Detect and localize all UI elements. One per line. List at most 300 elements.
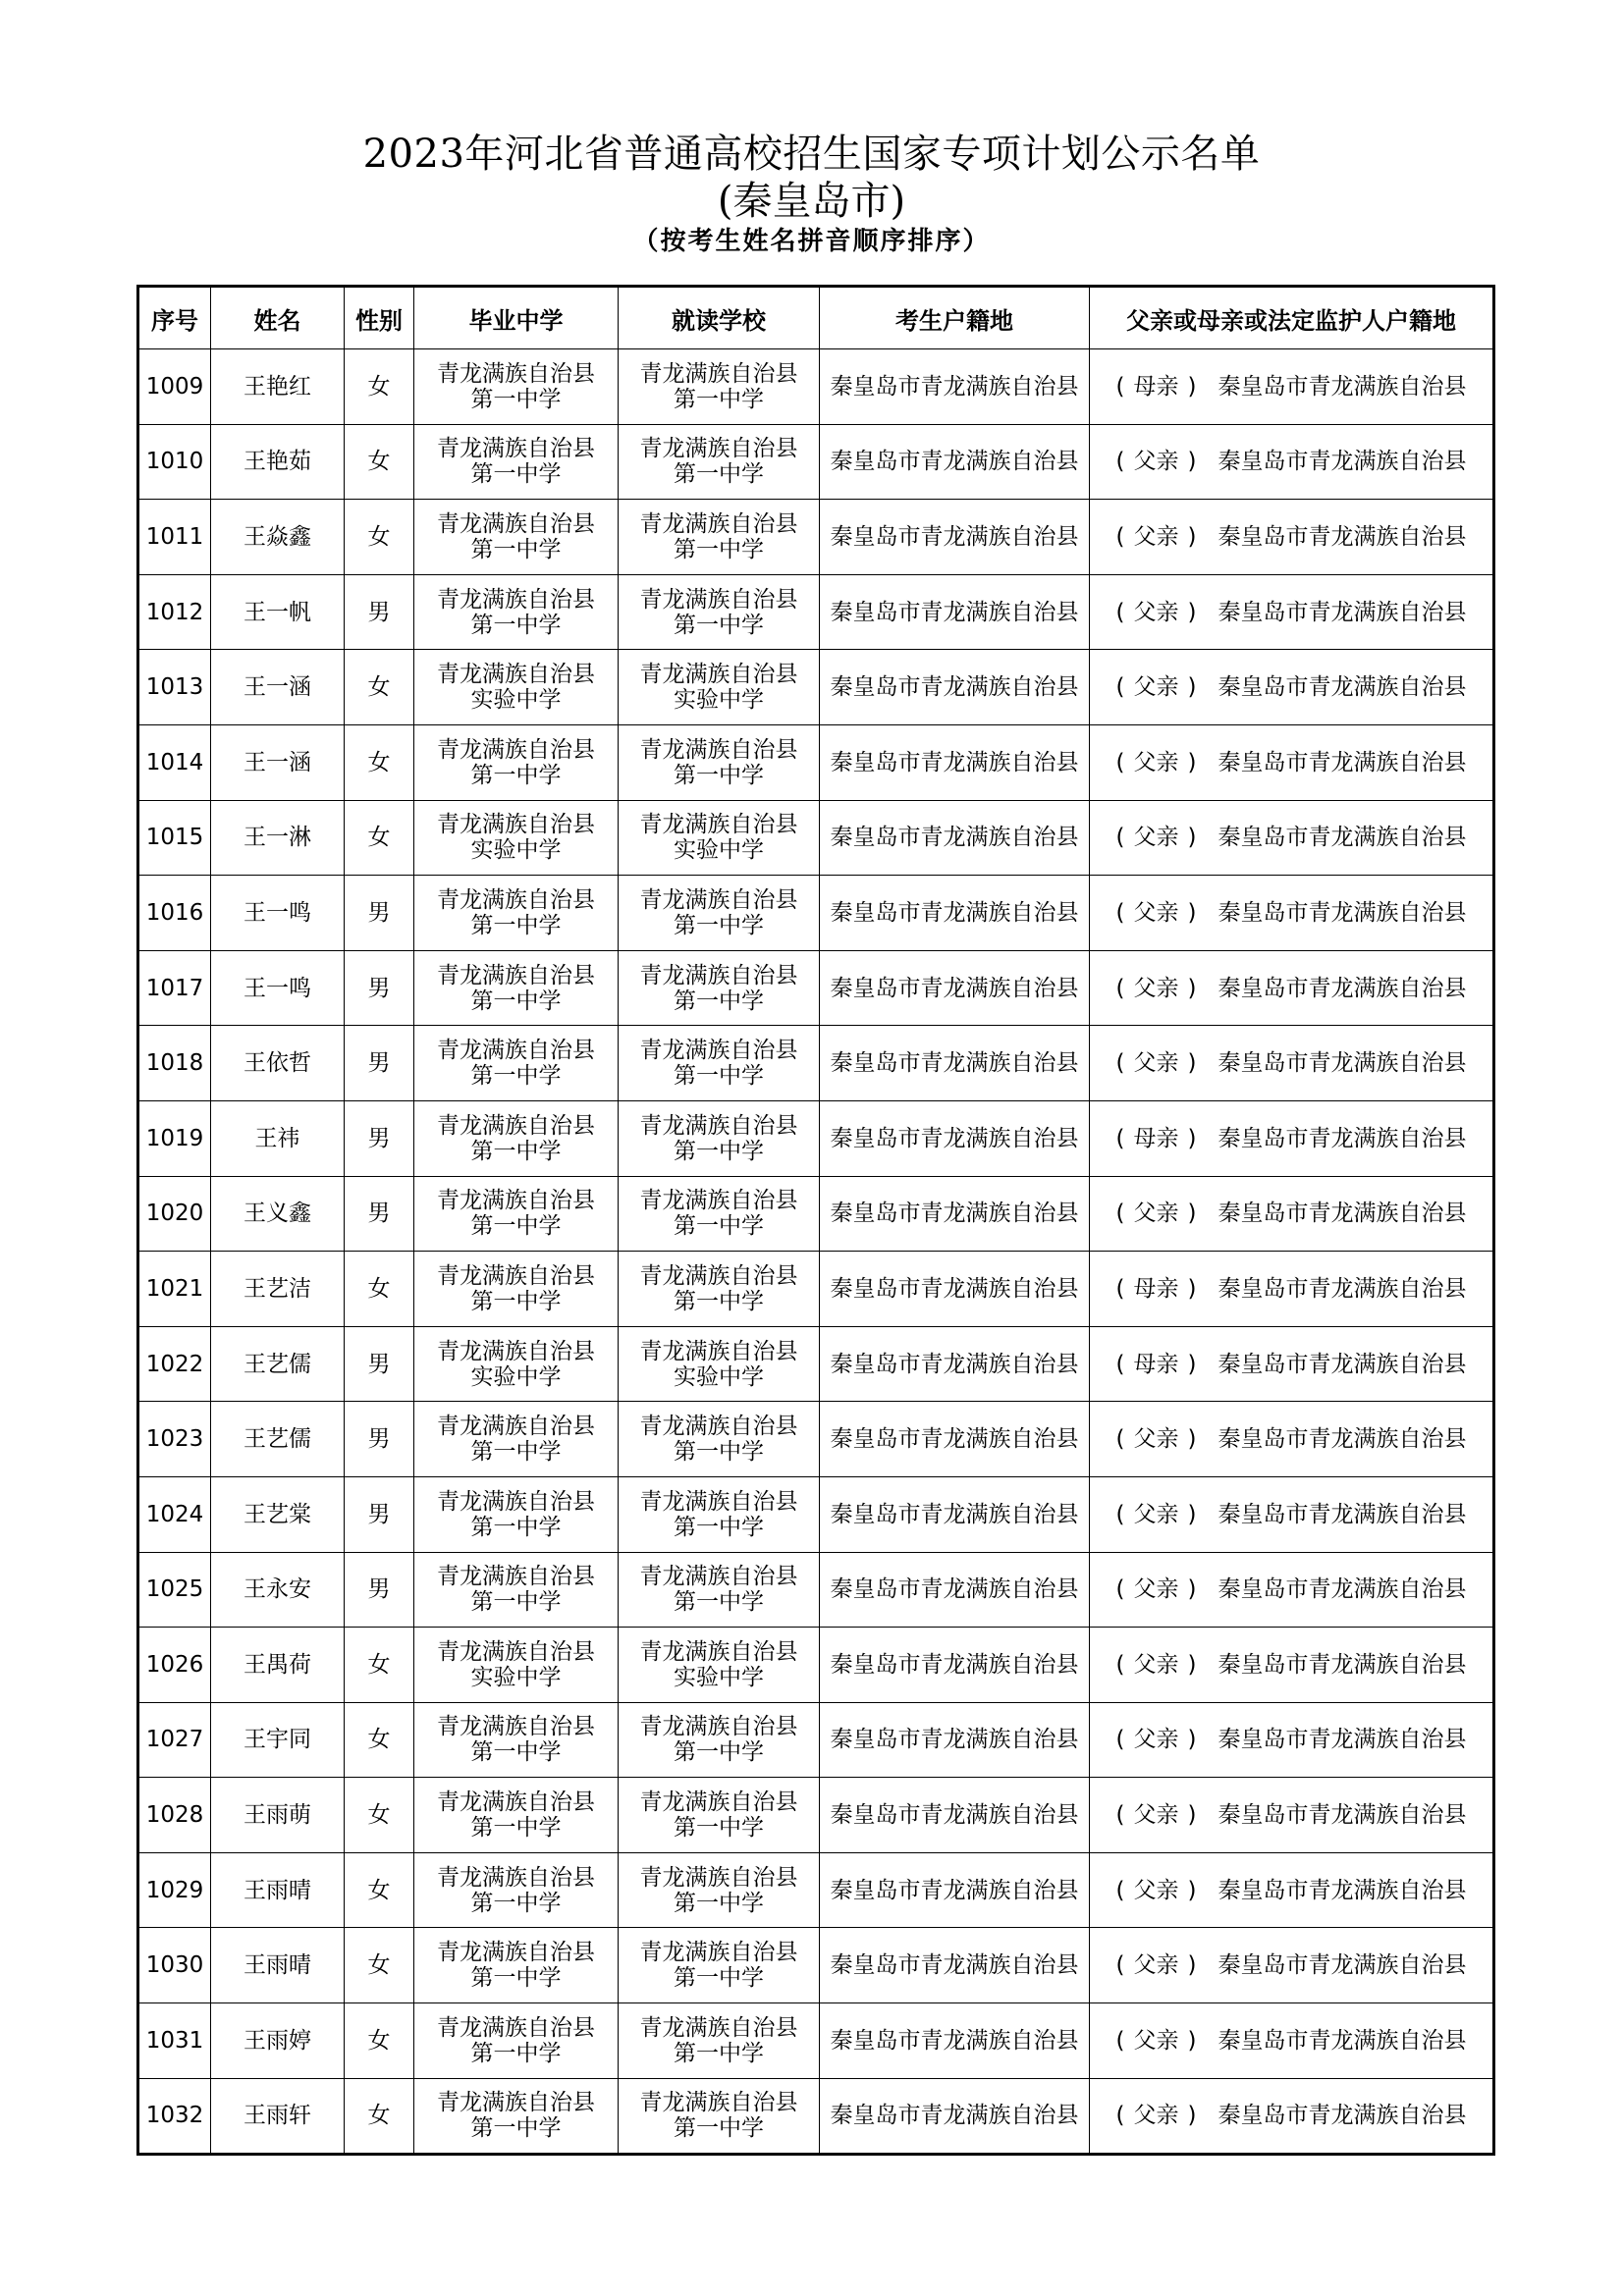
- grad-school-line-2: 第一中学: [470, 2040, 562, 2066]
- page-title: 2023年河北省普通高校招生国家专项计划公示名单: [362, 132, 1261, 177]
- guardian-close-paren: ): [1187, 674, 1197, 701]
- current-school-line-2: 实验中学: [674, 1664, 764, 1690]
- current-school-line-2: 第一中学: [674, 1890, 764, 1916]
- current-school-line-2: 第一中学: [674, 536, 764, 562]
- guardian-place: 秦皇岛市青龙满族自治县: [1217, 373, 1467, 400]
- cell-name: 王艺儒: [211, 1402, 345, 1477]
- cell-name: 王一涵: [211, 650, 345, 725]
- cell-gender: 男: [345, 950, 414, 1026]
- guardian-open-paren: (: [1115, 2027, 1125, 2054]
- guardian-place: 秦皇岛市青龙满族自治县: [1217, 449, 1467, 475]
- cell-guardian: [1090, 800, 1494, 876]
- current-school-line-2: 第一中学: [674, 461, 764, 488]
- cell-gender: 男: [345, 1476, 414, 1552]
- cell-name: 王艳茹: [211, 424, 345, 500]
- cell-grad-school: [414, 876, 619, 951]
- guardian-relation: 父亲: [1133, 2027, 1179, 2054]
- grad-school-line-1: 青龙满族自治县: [437, 1638, 595, 1665]
- table-row: [138, 349, 1494, 425]
- table-row: [138, 2003, 1494, 2079]
- guardian-open-paren: (: [1115, 674, 1125, 701]
- grad-school-line-2: 第一中学: [470, 612, 562, 638]
- grad-school-line-2: 实验中学: [470, 837, 562, 864]
- cell-hukou: 秦皇岛市青龙满族自治县: [820, 424, 1090, 500]
- guardian-open-paren: (: [1115, 1651, 1125, 1678]
- table-row: [138, 574, 1494, 650]
- cell-hukou: 秦皇岛市青龙满族自治县: [820, 1402, 1090, 1477]
- cell-id: 1021: [138, 1252, 211, 1327]
- guardian-close-paren: ): [1187, 1125, 1197, 1151]
- current-school-line-1: 青龙满族自治县: [639, 436, 798, 462]
- current-school-line-1: 青龙满族自治县: [639, 1638, 798, 1665]
- guardian-relation: 父亲: [1133, 449, 1179, 475]
- table-row: [138, 950, 1494, 1026]
- guardian-close-paren: ): [1187, 1426, 1197, 1453]
- guardian-close-paren: ): [1187, 373, 1197, 400]
- guardian-relation: 父亲: [1133, 1050, 1179, 1077]
- cell-hukou: 秦皇岛市青龙满族自治县: [820, 800, 1090, 876]
- guardian-close-paren: ): [1187, 1201, 1197, 1227]
- grad-school-line-2: 第一中学: [470, 1288, 562, 1314]
- guardian-place: 秦皇岛市青龙满族自治县: [1217, 1877, 1467, 1903]
- guardian-close-paren: ): [1187, 1877, 1197, 1903]
- cell-grad-school: [414, 2003, 619, 2079]
- guardian-close-paren: ): [1187, 1952, 1197, 1979]
- guardian-close-paren: ): [1187, 2103, 1197, 2129]
- current-school-line-2: 第一中学: [674, 1063, 764, 1090]
- grad-school-line-2: 第一中学: [470, 988, 562, 1014]
- guardian-close-paren: ): [1187, 1050, 1197, 1077]
- guardian-place: 秦皇岛市青龙满族自治县: [1217, 1201, 1467, 1227]
- cell-grad-school: [414, 1552, 619, 1628]
- guardian-place: 秦皇岛市青龙满族自治县: [1217, 674, 1467, 701]
- guardian-relation: 母亲: [1133, 1275, 1179, 1302]
- cell-grad-school: [414, 1026, 619, 1101]
- cell-gender: 男: [345, 574, 414, 650]
- guardian-relation: 父亲: [1133, 749, 1179, 775]
- guardian-close-paren: ): [1187, 449, 1197, 475]
- column-header-grad-school: 毕业中学: [414, 287, 619, 349]
- cell-current-school: [619, 876, 820, 951]
- column-header-guardian: 父亲或母亲或法定监护人户籍地: [1090, 287, 1494, 349]
- current-school-line-1: 青龙满族自治县: [639, 1864, 798, 1891]
- current-school-line-2: 第一中学: [674, 1514, 764, 1540]
- cell-gender: 男: [345, 876, 414, 951]
- cell-grad-school: [414, 1778, 619, 1853]
- cell-hukou: 秦皇岛市青龙满族自治县: [820, 1100, 1090, 1176]
- current-school-line-1: 青龙满族自治县: [639, 736, 798, 763]
- guardian-open-paren: (: [1115, 2103, 1125, 2129]
- cell-name: 王义鑫: [211, 1176, 345, 1252]
- grad-school-line-1: 青龙满族自治县: [437, 436, 595, 462]
- page-subtitle: (秦皇岛市): [717, 179, 906, 224]
- cell-id: 1019: [138, 1100, 211, 1176]
- cell-guardian: [1090, 1100, 1494, 1176]
- cell-gender: 女: [345, 1702, 414, 1778]
- grad-school-line-1: 青龙满族自治县: [437, 586, 595, 613]
- cell-gender: 女: [345, 1628, 414, 1703]
- current-school-line-1: 青龙满族自治县: [639, 360, 798, 387]
- guardian-close-paren: ): [1187, 1275, 1197, 1302]
- guardian-open-paren: (: [1115, 1727, 1125, 1753]
- guardian-relation: 父亲: [1133, 2103, 1179, 2129]
- guardian-place: 秦皇岛市青龙满族自治县: [1217, 2103, 1467, 2129]
- guardian-close-paren: ): [1187, 975, 1197, 1001]
- cell-id: 1028: [138, 1778, 211, 1853]
- current-school-line-2: 第一中学: [674, 988, 764, 1014]
- cell-current-school: [619, 1552, 820, 1628]
- current-school-line-1: 青龙满族自治县: [639, 962, 798, 988]
- cell-gender: 女: [345, 349, 414, 425]
- cell-guardian: [1090, 349, 1494, 425]
- cell-id: 1012: [138, 574, 211, 650]
- cell-gender: 女: [345, 424, 414, 500]
- guardian-close-paren: ): [1187, 1576, 1197, 1603]
- guardian-close-paren: ): [1187, 1802, 1197, 1829]
- grad-school-line-1: 青龙满族自治县: [437, 812, 595, 838]
- cell-current-school: [619, 574, 820, 650]
- cell-name: 王依哲: [211, 1026, 345, 1101]
- table-row: [138, 800, 1494, 876]
- cell-guardian: [1090, 1176, 1494, 1252]
- grad-school-line-2: 第一中学: [470, 1138, 562, 1164]
- cell-current-school: [619, 1778, 820, 1853]
- grad-school-line-2: 第一中学: [470, 2115, 562, 2142]
- current-school-line-2: 第一中学: [674, 2115, 764, 2142]
- grad-school-line-1: 青龙满族自治县: [437, 1112, 595, 1139]
- current-school-line-1: 青龙满族自治县: [639, 2014, 798, 2041]
- cell-current-school: [619, 650, 820, 725]
- cell-gender: 男: [345, 1326, 414, 1402]
- cell-current-school: [619, 424, 820, 500]
- guardian-open-paren: (: [1115, 899, 1125, 926]
- cell-gender: 女: [345, 500, 414, 575]
- guardian-close-paren: ): [1187, 523, 1197, 550]
- grad-school-line-2: 实验中学: [470, 687, 562, 714]
- current-school-line-1: 青龙满族自治县: [639, 1262, 798, 1289]
- cell-current-school: [619, 500, 820, 575]
- table-row: [138, 1702, 1494, 1778]
- cell-grad-school: [414, 950, 619, 1026]
- cell-guardian: [1090, 1928, 1494, 2003]
- cell-name: 王焱鑫: [211, 500, 345, 575]
- cell-current-school: [619, 1100, 820, 1176]
- table-row: [138, 1778, 1494, 1853]
- grad-school-line-2: 第一中学: [470, 1965, 562, 1992]
- guardian-close-paren: ): [1187, 1727, 1197, 1753]
- cell-grad-school: [414, 1252, 619, 1327]
- guardian-close-paren: ): [1187, 599, 1197, 625]
- guardian-place: 秦皇岛市青龙满族自治县: [1217, 1802, 1467, 1829]
- cell-name: 王一鸣: [211, 876, 345, 951]
- cell-id: 1024: [138, 1476, 211, 1552]
- current-school-line-2: 实验中学: [674, 687, 764, 714]
- cell-gender: 男: [345, 1100, 414, 1176]
- cell-guardian: [1090, 574, 1494, 650]
- guardian-place: 秦皇岛市青龙满族自治县: [1217, 1050, 1467, 1077]
- guardian-open-paren: (: [1115, 975, 1125, 1001]
- current-school-line-1: 青龙满族自治县: [639, 1564, 798, 1590]
- cell-id: 1027: [138, 1702, 211, 1778]
- cell-current-school: [619, 1176, 820, 1252]
- cell-hukou: 秦皇岛市青龙满族自治县: [820, 1552, 1090, 1628]
- cell-name: 王雨晴: [211, 1928, 345, 2003]
- cell-hukou: 秦皇岛市青龙满族自治县: [820, 2003, 1090, 2079]
- cell-guardian: [1090, 1552, 1494, 1628]
- cell-guardian: [1090, 950, 1494, 1026]
- grad-school-line-2: 第一中学: [470, 536, 562, 562]
- current-school-line-1: 青龙满族自治县: [639, 2090, 798, 2116]
- current-school-line-1: 青龙满族自治县: [639, 1112, 798, 1139]
- cell-name: 王一涵: [211, 724, 345, 800]
- cell-grad-school: [414, 1702, 619, 1778]
- table-row: [138, 1852, 1494, 1928]
- grad-school-line-2: 第一中学: [470, 912, 562, 938]
- guardian-relation: 父亲: [1133, 1501, 1179, 1527]
- current-school-line-1: 青龙满族自治县: [639, 1940, 798, 1966]
- guardian-open-paren: (: [1115, 599, 1125, 625]
- cell-gender: 男: [345, 1552, 414, 1628]
- cell-current-school: [619, 950, 820, 1026]
- cell-guardian: [1090, 1852, 1494, 1928]
- cell-hukou: 秦皇岛市青龙满族自治县: [820, 574, 1090, 650]
- guardian-open-paren: (: [1115, 373, 1125, 400]
- cell-current-school: [619, 1026, 820, 1101]
- guardian-close-paren: ): [1187, 1351, 1197, 1377]
- sort-note: （按考生姓名拼音顺序排序）: [632, 227, 991, 256]
- grad-school-line-1: 青龙满族自治县: [437, 886, 595, 913]
- guardian-place: 秦皇岛市青龙满族自治县: [1217, 1952, 1467, 1979]
- cell-guardian: [1090, 1476, 1494, 1552]
- guardian-open-paren: (: [1115, 1952, 1125, 1979]
- current-school-line-2: 实验中学: [674, 1363, 764, 1390]
- cell-name: 王一鸣: [211, 950, 345, 1026]
- cell-name: 王宇同: [211, 1702, 345, 1778]
- current-school-line-1: 青龙满族自治县: [639, 1188, 798, 1214]
- guardian-open-paren: (: [1115, 1275, 1125, 1302]
- column-header-hukou: 考生户籍地: [820, 287, 1090, 349]
- cell-current-school: [619, 1252, 820, 1327]
- grad-school-line-2: 第一中学: [470, 1439, 562, 1466]
- cell-current-school: [619, 1476, 820, 1552]
- cell-gender: 女: [345, 1252, 414, 1327]
- guardian-relation: 父亲: [1133, 1426, 1179, 1453]
- guardian-relation: 母亲: [1133, 1351, 1179, 1377]
- cell-grad-school: [414, 574, 619, 650]
- current-school-line-2: 第一中学: [674, 1288, 764, 1314]
- table-row: [138, 650, 1494, 725]
- cell-guardian: [1090, 876, 1494, 951]
- guardian-close-paren: ): [1187, 2027, 1197, 2054]
- cell-hukou: 秦皇岛市青龙满族自治县: [820, 349, 1090, 425]
- current-school-line-2: 实验中学: [674, 837, 764, 864]
- guardian-relation: 父亲: [1133, 1576, 1179, 1603]
- cell-gender: 女: [345, 2078, 414, 2155]
- guardian-relation: 父亲: [1133, 1952, 1179, 1979]
- cell-guardian: [1090, 724, 1494, 800]
- cell-hukou: 秦皇岛市青龙满族自治县: [820, 650, 1090, 725]
- cell-hukou: 秦皇岛市青龙满族自治县: [820, 1476, 1090, 1552]
- cell-guardian: [1090, 1778, 1494, 1853]
- cell-name: 王艺棠: [211, 1476, 345, 1552]
- table-row: [138, 724, 1494, 800]
- grad-school-line-2: 第一中学: [470, 461, 562, 488]
- grad-school-line-2: 第一中学: [470, 386, 562, 412]
- guardian-relation: 父亲: [1133, 674, 1179, 701]
- guardian-place: 秦皇岛市青龙满族自治县: [1217, 1125, 1467, 1151]
- cell-grad-school: [414, 349, 619, 425]
- guardian-relation: 父亲: [1133, 1651, 1179, 1678]
- grad-school-line-1: 青龙满族自治县: [437, 1940, 595, 1966]
- guardian-close-paren: ): [1187, 749, 1197, 775]
- cell-gender: 男: [345, 1026, 414, 1101]
- cell-gender: 男: [345, 1176, 414, 1252]
- guardian-relation: 父亲: [1133, 1727, 1179, 1753]
- guardian-relation: 父亲: [1133, 825, 1179, 851]
- current-school-line-1: 青龙满族自治县: [639, 886, 798, 913]
- grad-school-line-2: 第一中学: [470, 1589, 562, 1616]
- cell-guardian: [1090, 1326, 1494, 1402]
- current-school-line-2: 第一中学: [674, 1439, 764, 1466]
- cell-id: 1022: [138, 1326, 211, 1402]
- cell-grad-school: [414, 1852, 619, 1928]
- cell-id: 1020: [138, 1176, 211, 1252]
- guardian-place: 秦皇岛市青龙满族自治县: [1217, 1576, 1467, 1603]
- cell-grad-school: [414, 1100, 619, 1176]
- cell-gender: 女: [345, 2003, 414, 2079]
- guardian-place: 秦皇岛市青龙满族自治县: [1217, 523, 1467, 550]
- current-school-line-2: 第一中学: [674, 2040, 764, 2066]
- cell-id: 1014: [138, 724, 211, 800]
- cell-name: 王艳红: [211, 349, 345, 425]
- cell-hukou: 秦皇岛市青龙满族自治县: [820, 1176, 1090, 1252]
- grad-school-line-1: 青龙满族自治县: [437, 2014, 595, 2041]
- grad-school-line-2: 实验中学: [470, 1664, 562, 1690]
- guardian-place: 秦皇岛市青龙满族自治县: [1217, 1426, 1467, 1453]
- cell-id: 1015: [138, 800, 211, 876]
- cell-current-school: [619, 2078, 820, 2155]
- grad-school-line-2: 第一中学: [470, 1063, 562, 1090]
- grad-school-line-1: 青龙满族自治县: [437, 736, 595, 763]
- guardian-place: 秦皇岛市青龙满族自治县: [1217, 1727, 1467, 1753]
- table-row: [138, 500, 1494, 575]
- grad-school-line-2: 第一中学: [470, 1890, 562, 1916]
- cell-gender: 女: [345, 650, 414, 725]
- current-school-line-1: 青龙满族自治县: [639, 812, 798, 838]
- guardian-open-paren: (: [1115, 825, 1125, 851]
- cell-id: 1016: [138, 876, 211, 951]
- cell-guardian: [1090, 424, 1494, 500]
- grad-school-line-1: 青龙满族自治县: [437, 2090, 595, 2116]
- guardian-place: 秦皇岛市青龙满族自治县: [1217, 599, 1467, 625]
- guardian-relation: 父亲: [1133, 1802, 1179, 1829]
- table-row: [138, 1552, 1494, 1628]
- guardian-relation: 母亲: [1133, 1125, 1179, 1151]
- cell-current-school: [619, 1702, 820, 1778]
- table-row: [138, 1026, 1494, 1101]
- cell-grad-school: [414, 1326, 619, 1402]
- guardian-relation: 父亲: [1133, 899, 1179, 926]
- table-row: [138, 1100, 1494, 1176]
- current-school-line-1: 青龙满族自治县: [639, 586, 798, 613]
- cell-grad-school: [414, 650, 619, 725]
- grad-school-line-2: 第一中学: [470, 1213, 562, 1240]
- cell-guardian: [1090, 1628, 1494, 1703]
- grad-school-line-1: 青龙满族自治县: [437, 1262, 595, 1289]
- cell-gender: 男: [345, 1402, 414, 1477]
- guardian-close-paren: ): [1187, 1501, 1197, 1527]
- cell-hukou: 秦皇岛市青龙满族自治县: [820, 1852, 1090, 1928]
- header-row: [138, 287, 1494, 349]
- cell-name: 王艺儒: [211, 1326, 345, 1402]
- guardian-open-paren: (: [1115, 1501, 1125, 1527]
- grad-school-line-1: 青龙满族自治县: [437, 962, 595, 988]
- cell-id: 1010: [138, 424, 211, 500]
- guardian-open-paren: (: [1115, 1125, 1125, 1151]
- cell-id: 1023: [138, 1402, 211, 1477]
- cell-hukou: 秦皇岛市青龙满族自治县: [820, 1026, 1090, 1101]
- current-school-line-2: 第一中学: [674, 386, 764, 412]
- cell-hukou: 秦皇岛市青龙满族自治县: [820, 1326, 1090, 1402]
- cell-name: 王雨萌: [211, 1778, 345, 1853]
- cell-grad-school: [414, 1928, 619, 2003]
- cell-current-school: [619, 1852, 820, 1928]
- cell-id: 1017: [138, 950, 211, 1026]
- table-row: [138, 424, 1494, 500]
- cell-grad-school: [414, 800, 619, 876]
- guardian-open-paren: (: [1115, 1426, 1125, 1453]
- grad-school-line-2: 第一中学: [470, 1514, 562, 1540]
- current-school-line-1: 青龙满族自治县: [639, 1789, 798, 1816]
- guardian-relation: 父亲: [1133, 523, 1179, 550]
- cell-name: 王一淋: [211, 800, 345, 876]
- table-row: [138, 2078, 1494, 2155]
- grad-school-line-1: 青龙满族自治县: [437, 662, 595, 688]
- cell-current-school: [619, 724, 820, 800]
- cell-current-school: [619, 349, 820, 425]
- cell-current-school: [619, 800, 820, 876]
- cell-hukou: 秦皇岛市青龙满族自治县: [820, 876, 1090, 951]
- grad-school-line-2: 实验中学: [470, 1363, 562, 1390]
- table-row: [138, 1928, 1494, 2003]
- guardian-open-paren: (: [1115, 749, 1125, 775]
- cell-id: 1009: [138, 349, 211, 425]
- guardian-place: 秦皇岛市青龙满族自治县: [1217, 1501, 1467, 1527]
- grad-school-line-2: 第一中学: [470, 1739, 562, 1766]
- cell-hukou: 秦皇岛市青龙满族自治县: [820, 1778, 1090, 1853]
- cell-grad-school: [414, 1402, 619, 1477]
- grad-school-line-1: 青龙满族自治县: [437, 1789, 595, 1816]
- current-school-line-1: 青龙满族自治县: [639, 662, 798, 688]
- cell-gender: 女: [345, 800, 414, 876]
- cell-hukou: 秦皇岛市青龙满族自治县: [820, 724, 1090, 800]
- cell-name: 王祎: [211, 1100, 345, 1176]
- cell-guardian: [1090, 500, 1494, 575]
- current-school-line-2: 第一中学: [674, 1213, 764, 1240]
- cell-hukou: 秦皇岛市青龙满族自治县: [820, 1252, 1090, 1327]
- cell-grad-school: [414, 724, 619, 800]
- table-row: [138, 876, 1494, 951]
- guardian-place: 秦皇岛市青龙满族自治县: [1217, 1651, 1467, 1678]
- cell-name: 王禺荷: [211, 1628, 345, 1703]
- cell-id: 1011: [138, 500, 211, 575]
- cell-guardian: [1090, 1702, 1494, 1778]
- guardian-relation: 父亲: [1133, 975, 1179, 1001]
- guardian-open-paren: (: [1115, 1351, 1125, 1377]
- guardian-open-paren: (: [1115, 523, 1125, 550]
- grad-school-line-1: 青龙满族自治县: [437, 1188, 595, 1214]
- cell-id: 1030: [138, 1928, 211, 2003]
